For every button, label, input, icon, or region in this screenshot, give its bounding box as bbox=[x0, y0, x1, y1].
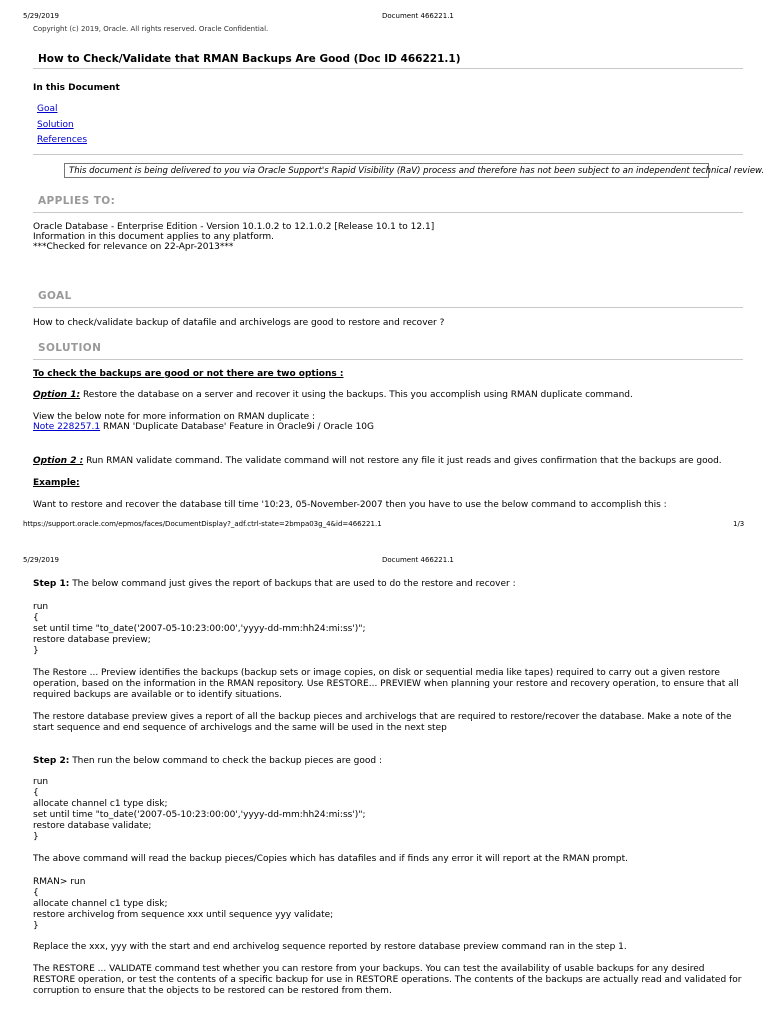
toc-link-solution[interactable]: Solution bbox=[37, 120, 74, 130]
rav-notice: This document is being delivered to you via Oracle Support's Rapid Visibility (RaV) process and therefore has not been subject to an independent technical review. bbox=[64, 163, 709, 178]
replace-text: Replace the xxx, yyy with the start and end archivelog sequence reported by restore database preview command ran in the step 1. bbox=[33, 942, 627, 952]
header-doc-id-page2: Document 466221.1 bbox=[382, 556, 454, 564]
goal-heading: GOAL bbox=[38, 290, 72, 302]
header-date: 5/29/2019 bbox=[23, 12, 59, 20]
footer-page-number: 1/3 bbox=[733, 520, 745, 528]
applies-line-version: Oracle Database - Enterprise Edition - Version 10.1.0.2 to 12.1.0.2 [Release 10.1 to 12.1] bbox=[33, 222, 435, 232]
toc-link-references[interactable]: References bbox=[37, 135, 88, 145]
step1-text: The below command just gives the report of backups that are used to do the restore and recover : bbox=[69, 579, 516, 589]
note-228257-link[interactable]: Note 228257.1 bbox=[33, 422, 101, 432]
validate-paragraph: The RESTORE ... VALIDATE command test whether you can restore from your backups. You can test the availability of usable backups for any desired RESTORE operation, or test the contents of a specific backup for use in RESTORE operations. The contents of the backups are actually read and validated for corruption to ensure that the objects to be restored can be restored from them. bbox=[33, 964, 742, 996]
step2-text: Then run the below command to check the backup pieces are good : bbox=[69, 756, 383, 766]
option1-label: Option 1: bbox=[33, 390, 81, 400]
want-text: Want to restore and recover the database till time '10:23, 05-November-2007 then you have to use the below command to accomplish this : bbox=[33, 500, 667, 510]
goal-divider bbox=[33, 307, 743, 308]
note-line bbox=[33, 422, 374, 433]
page-title: How to Check/Validate that RMAN Backups Are Good (Doc ID 466221.1) bbox=[38, 53, 461, 65]
preview-paragraph: The Restore ... Preview identifies the backups (backup sets or image copies, on disk or sequential media like tapes) required to carry out a given restore operation, based on the information in the RMAN repository. Use RESTORE... PREVIEW when planning your restore and recovery operation, to ensure that all required backups are available or to identify situations. bbox=[33, 668, 739, 700]
footer-url: https://support.oracle.com/epmos/faces/DocumentDisplay?_adf.ctrl-state=2bmpa03g_4&id=466221.1 bbox=[23, 520, 382, 528]
option1-line bbox=[33, 390, 633, 401]
code-block-validate: run { allocate channel c1 type disk; set until time "to_date('2007-05-10:23:00:00','yyyy-dd-mm:hh24:mi:ss')"; restore database validate; } bbox=[33, 777, 366, 842]
copyright: Copyright (c) 2019, Oracle. All rights reserved. Oracle Confidential. bbox=[33, 25, 269, 33]
code-block-preview: run { set until time "to_date('2007-05-10:23:00:00','yyyy-dd-mm:hh24:mi:ss')"; restore database preview; } bbox=[33, 602, 366, 656]
above-command-text: The above command will read the backup pieces/Copies which has datafiles and if finds any error it will report at the RMAN prompt. bbox=[33, 854, 629, 864]
header-doc-id: Document 466221.1 bbox=[382, 12, 454, 20]
applies-line-checked: ***Checked for relevance on 22-Apr-2013*** bbox=[33, 242, 234, 252]
option2-text: Run RMAN validate command. The validate command will not restore any file it just reads and gives confirmation that the backups are good. bbox=[83, 456, 722, 466]
applies-to-heading: APPLIES TO: bbox=[38, 195, 116, 207]
note-title: RMAN 'Duplicate Database' Feature in Oracle9i / Oracle 10G bbox=[100, 422, 375, 432]
example-label: Example: bbox=[33, 478, 80, 488]
options-heading: To check the backups are good or not there are two options : bbox=[33, 369, 344, 379]
option2-label: Option 2 : bbox=[33, 456, 84, 466]
toc-link-goal[interactable]: Goal bbox=[37, 104, 58, 114]
page-gap bbox=[0, 533, 768, 549]
step1-line bbox=[33, 579, 516, 590]
title-divider bbox=[33, 68, 743, 69]
toc-divider bbox=[33, 154, 743, 155]
goal-text: How to check/validate backup of datafile and archivelogs are good to restore and recover ? bbox=[33, 318, 445, 328]
applies-divider bbox=[33, 212, 743, 213]
view-note-text: View the below note for more information on RMAN duplicate : bbox=[33, 412, 316, 422]
step2-label: Step 2: bbox=[33, 756, 70, 766]
in-this-document-heading: In this Document bbox=[33, 83, 120, 93]
option1-text: Restore the database on a server and recover it using the backups. This you accomplish using RMAN duplicate command. bbox=[80, 390, 633, 400]
applies-line-platform: Information in this document applies to any platform. bbox=[33, 232, 275, 242]
step2-line bbox=[33, 756, 382, 767]
step1-label: Step 1: bbox=[33, 579, 70, 589]
header-date-page2: 5/29/2019 bbox=[23, 556, 59, 564]
option2-line bbox=[33, 456, 722, 467]
code-block-archivelog: RMAN> run { allocate channel c1 type disk; restore archivelog from sequence xxx until sequence yyy validate; } bbox=[33, 877, 334, 931]
preview-report-paragraph: The restore database preview gives a report of all the backup pieces and archivelogs that are required to restore/recover the database. Make a note of the start sequence and end sequence of archivelogs and the same will be used in the next step bbox=[33, 712, 732, 733]
solution-heading: SOLUTION bbox=[38, 342, 102, 354]
solution-divider bbox=[33, 359, 743, 360]
